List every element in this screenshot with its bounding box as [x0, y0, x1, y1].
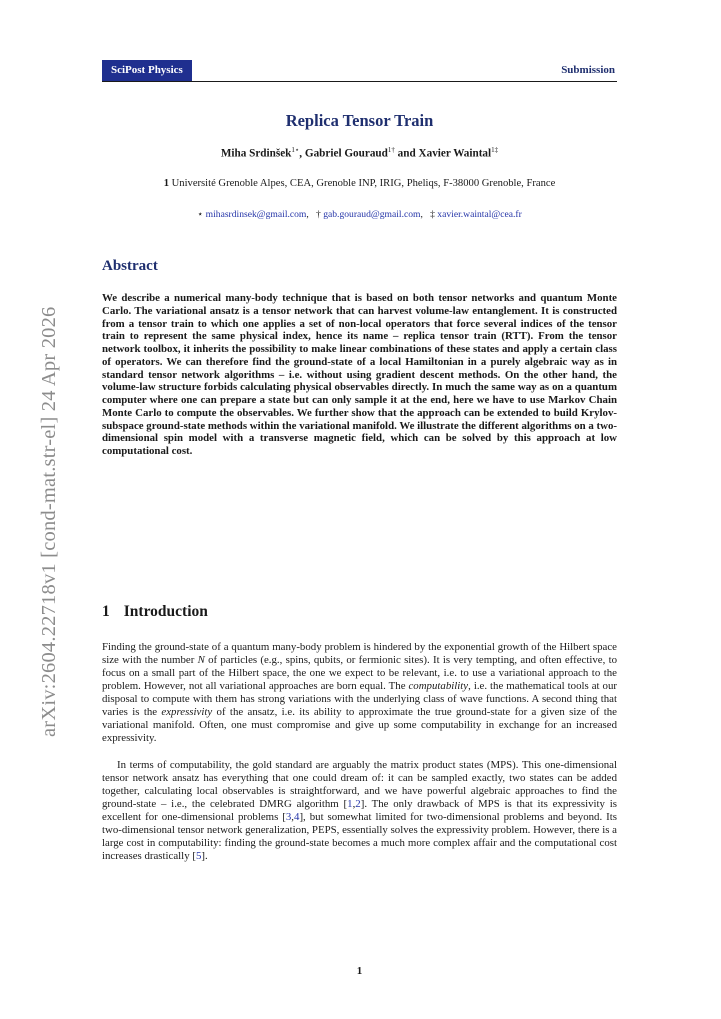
- author-name: Miha Srdinšek: [220, 147, 292, 160]
- text-run: of particles (e.g., spins, qubits, or fermionic sites). It is very tempting, and often effective, to focus on a small part of the Hilbert space, the one we expect to be relevant, i.e. to use a variational approach to the problem. However, not all variational approaches are born equal. The: [102, 654, 618, 693]
- email-list: ⋆ mihasrdinsek@gmail.com, † gab.gouraud@gmail.com, ‡ xavier.waintal@cea.fr: [197, 209, 522, 220]
- section-number: 1: [102, 603, 110, 620]
- text-run: ], but somewhat limited for two-dimensional problems and beyond. Its two-dimensional tensor network generalization, PEPS, essentially solves the expressivity problem. However, there is a large cost in computability: finding the ground-state becomes a much more complex affair and the computational cost increases drastically [: [102, 811, 617, 863]
- author-name: Xavier Waintal: [418, 147, 492, 160]
- emphasis: expressivity: [161, 706, 213, 719]
- page-number: 1: [356, 965, 363, 977]
- email-symbol: ⋆: [197, 209, 204, 220]
- abstract-heading: Abstract: [102, 258, 158, 274]
- text-run: ]. The only drawback of MPS is that its expressivity is excellent for one-dimensional problems [: [102, 798, 617, 824]
- citation-separator: ,: [291, 811, 295, 824]
- text-run: ].: [201, 850, 208, 863]
- author-marks: 1†: [387, 146, 395, 154]
- journal-badge[interactable]: SciPost Physics: [102, 60, 192, 81]
- affiliation: [102, 178, 617, 189]
- section-heading: [102, 603, 208, 621]
- email-symbol: †: [316, 209, 321, 220]
- author-list: [102, 146, 617, 160]
- citation-link[interactable]: 2: [355, 798, 361, 811]
- text-run: of the ansatz, i.e. its ability to approximate the true ground-state for a given size of the variational manifold. Often, one must compromise and give up some computability in exchange for an increased expressivity.: [102, 706, 617, 745]
- citation-link[interactable]: 5: [195, 850, 202, 863]
- email-link[interactable]: gab.gouraud@gmail.com: [323, 209, 421, 220]
- citation-link[interactable]: 4: [294, 811, 300, 824]
- affiliation-number: 1: [163, 178, 169, 189]
- section-title: Introduction: [123, 603, 208, 620]
- text-run: , i.e. the mathematical tools at our disposal to compute with them has strong variations with the underlying class of wave functions. A second thing that varies is the: [102, 680, 617, 719]
- abstract-text: We describe a numerical many-body technique that is based on both tensor networks and quantum Monte Carlo. The variational ansatz is a tensor network that can harvest volume-law entanglement. It is constructed from a tensor train to which one applies a set of non-local operators that force several indices of the tensor train to represent the same physical index, hence its name – replica tensor train (RTT). From the tensor network toolbox, it inherits the possibility to make linear combinations of these states and apply a certain class of operators. We can therefore find the ground-state of a local Hamiltonian in a purely algebraic way as in standard tensor network algorithms – i.e. without using gradient descent methods. On the other hand, the volume-law structure forbids calculating physical observables directly. In much the same way as on a quantum computer where one can prepare a state but can only sample it at the end, here we have to use Markov Chain Monte Carlo to compute the observables. We further show that the approach can be extended to build Krylov-subspace ground-state methods within the variational manifold. We illustrate the different algorithms on a two-dimensional spin model with a transverse magnetic field, which can be solved by this approach at low computational cost.: [102, 292, 617, 457]
- arxiv-identifier[interactable]: arXiv:2604.22718v1 [cond-mat.str-el] 24 Apr 2026: [38, 306, 60, 737]
- math-variable: N: [197, 654, 205, 667]
- emphasis: computability: [408, 680, 469, 693]
- citation-link[interactable]: 3: [285, 811, 292, 824]
- email-symbol: ‡: [430, 209, 435, 220]
- body-paragraph: [102, 641, 617, 745]
- affiliation-text: Université Grenoble Alpes, CEA, Grenoble INP, IRIG, Pheliqs, F-38000 Grenoble, France: [171, 178, 556, 189]
- author-separator: ,: [299, 147, 305, 160]
- author-name: Gabriel Gouraud: [304, 147, 388, 160]
- page-header: [102, 60, 617, 82]
- paper-title: Replica Tensor Train: [285, 111, 434, 130]
- header-rule: [102, 81, 617, 82]
- author-separator: and: [394, 147, 419, 160]
- body-paragraph: [102, 759, 617, 863]
- text-run: In terms of computability, the gold standard are arguably the matrix product states (MPS). This one-dimensional tensor network ansatz has everything that one could dream of: it can be sampled exactly, two states can be added together, calculating local observables is straightforward, and we have powerful algebraic approaches to find the ground-state – i.e., the celebrated DMRG algorithm [: [102, 759, 617, 811]
- author-marks: 1‡: [491, 146, 499, 154]
- author-marks: 1⋆: [291, 146, 300, 154]
- citation-link[interactable]: 1: [347, 798, 353, 811]
- submission-label: Submission: [561, 64, 615, 76]
- email-link[interactable]: xavier.waintal@cea.fr: [437, 209, 522, 220]
- email-link[interactable]: mihasrdinsek@gmail.com: [205, 209, 307, 220]
- text-run: Finding the ground-state of a quantum many-body problem is hindered by the exponential growth of the Hilbert space size with the number: [102, 641, 617, 667]
- citation-separator: ,: [352, 798, 356, 811]
